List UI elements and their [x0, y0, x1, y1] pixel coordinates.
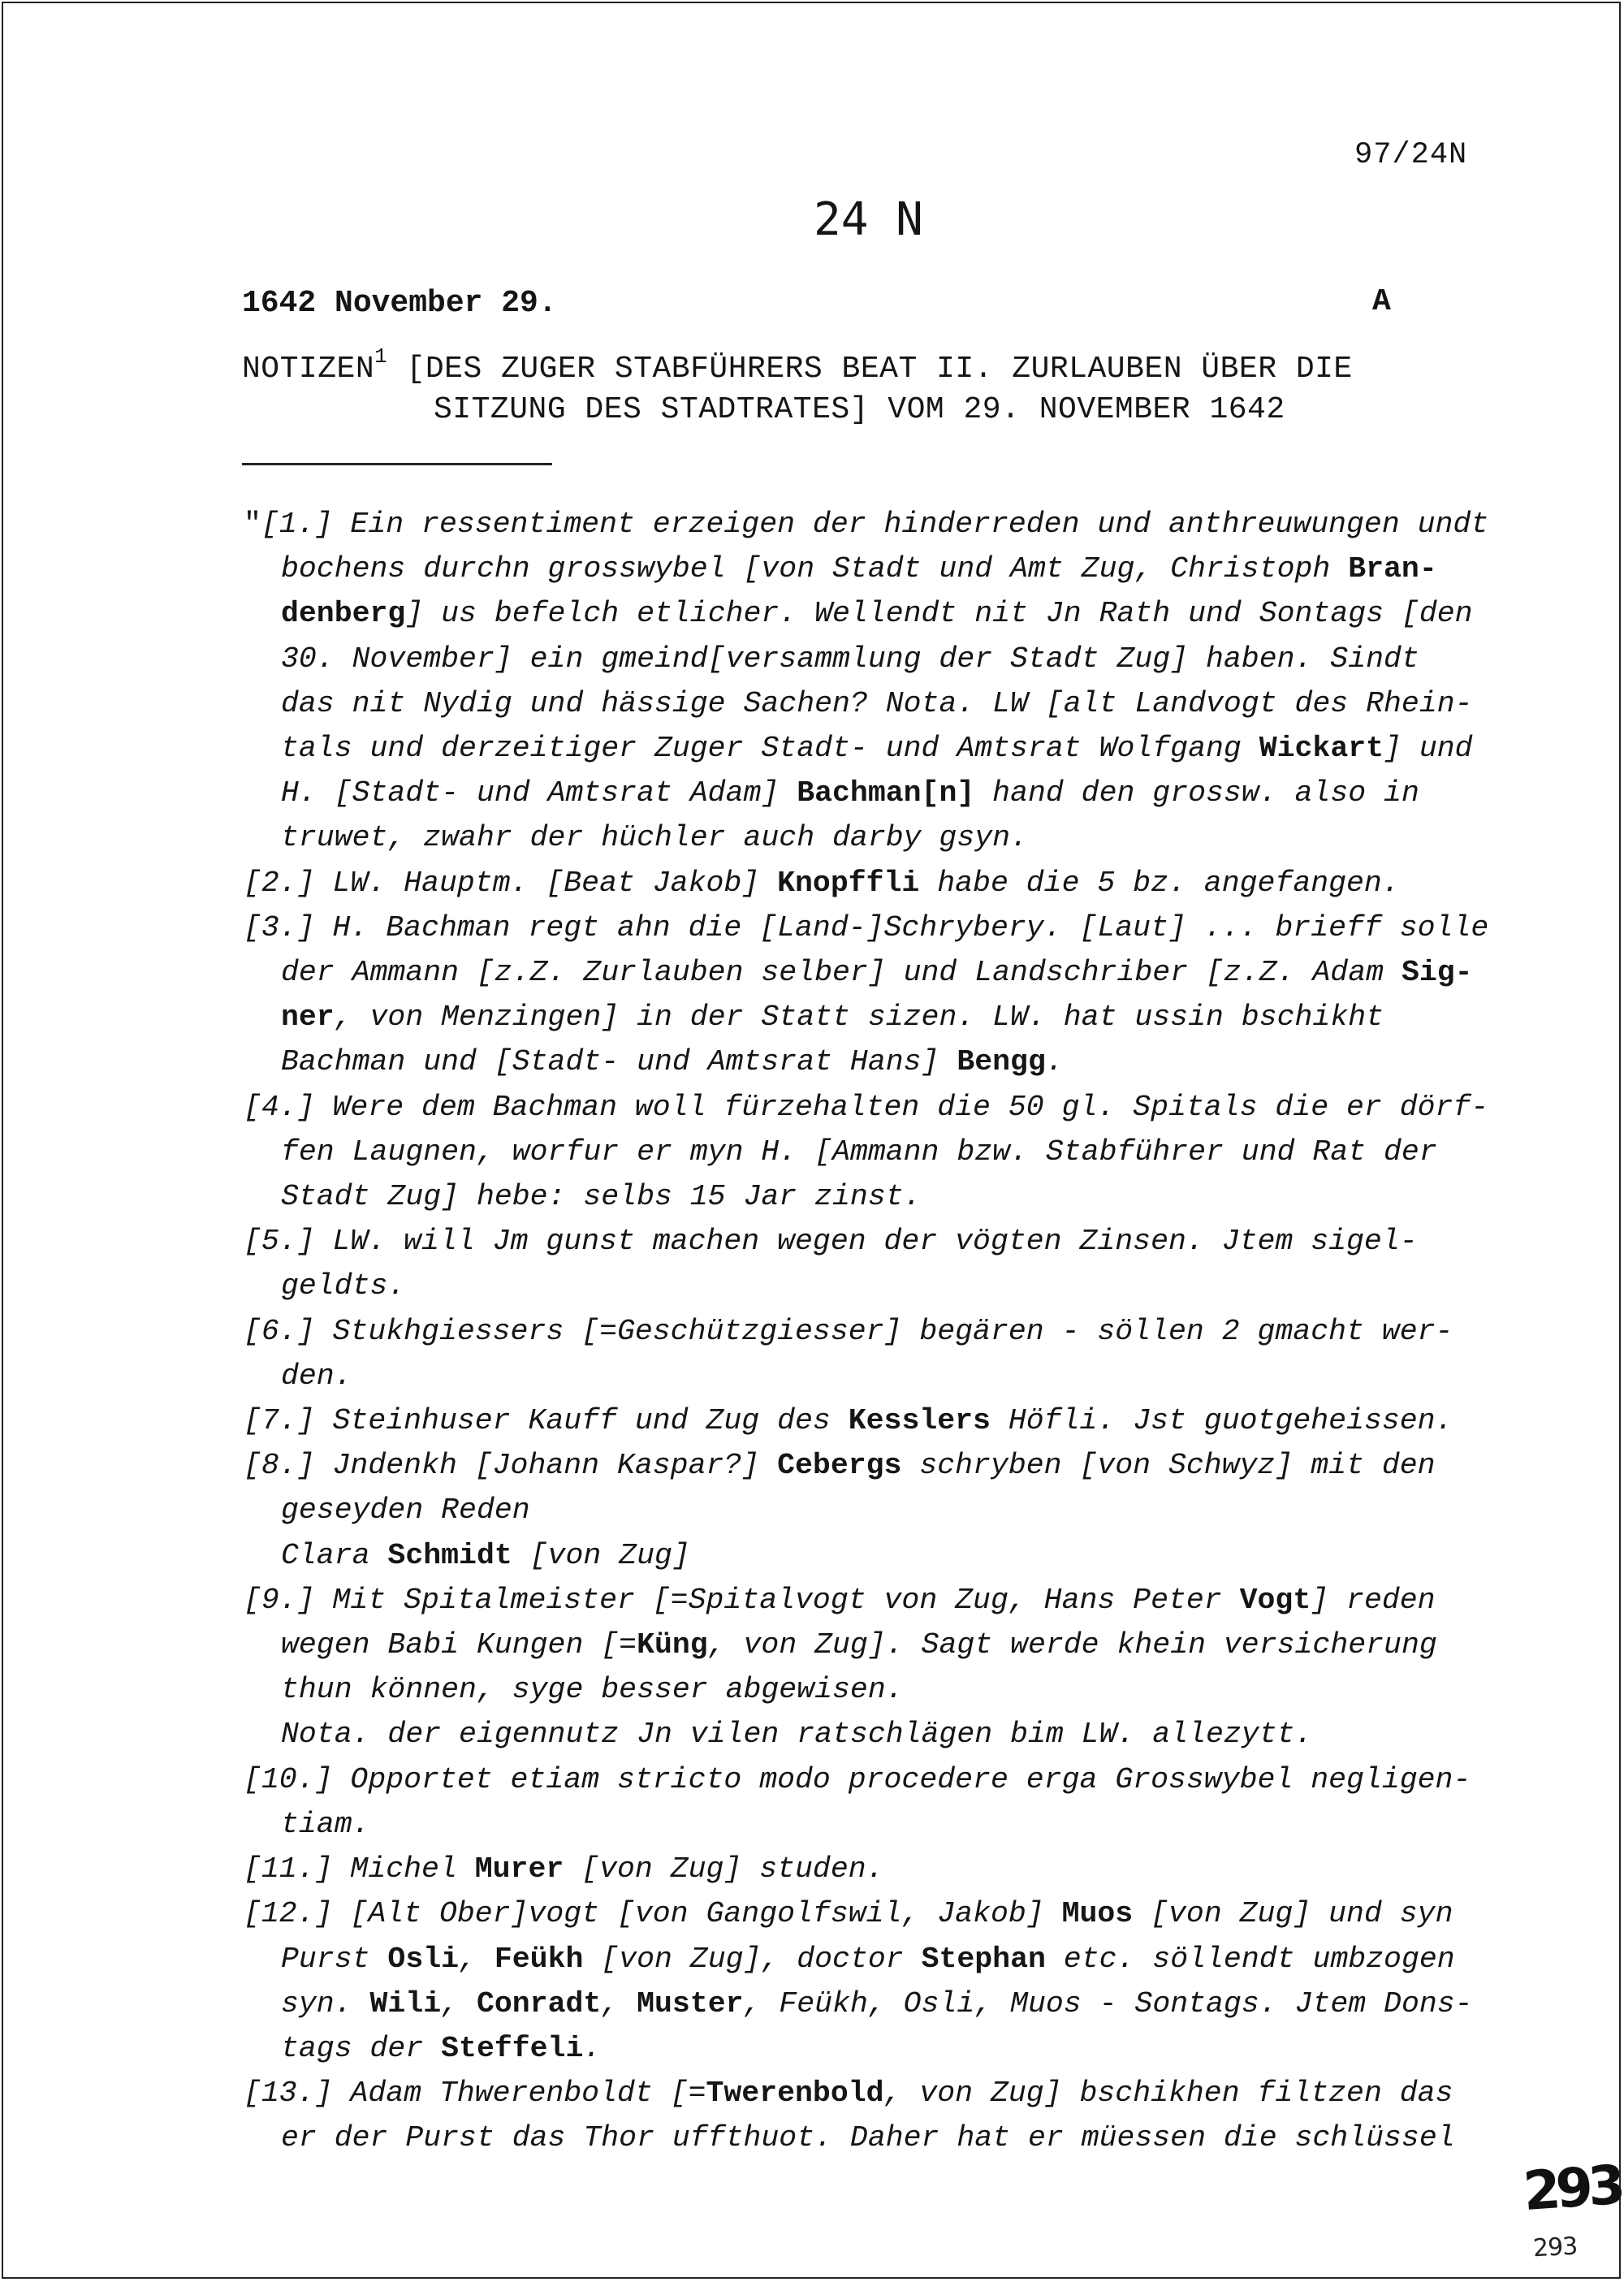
text-segment: das nit Nydig und hässige Sachen? Nota. LW [alt Landvogt des Rhein-: [281, 686, 1473, 720]
text-segment: Bachman und [Stadt- und Amtsrat Hans]: [281, 1045, 957, 1079]
text-segment: [5.] LW. will Jm gunst machen wegen der vögten Zinsen. Jtem sigel-: [244, 1225, 1418, 1259]
text-segment: Stadt Zug] hebe: selbs 15 Jar zinst.: [281, 1180, 922, 1214]
entry-line: [244, 1712, 1486, 1757]
text-segment: truwet, zwahr der hüchler auch darby gsyn.: [281, 821, 1028, 855]
text-segment: 30. November] ein gmeind[versammlung der Stadt Zug] haben. Sindt: [281, 642, 1419, 676]
entry-line: [244, 726, 1486, 771]
text-segment: [13.] Adam Thwerenboldt [=: [244, 2077, 706, 2111]
entry-line: [244, 1219, 1486, 1264]
entry-line: [244, 771, 1486, 815]
name-highlight: Wili: [369, 1986, 442, 2021]
entry-line: [244, 681, 1486, 726]
handwritten-page-number-small: 293: [1532, 2232, 1579, 2263]
entry-line: [244, 995, 1486, 1039]
text-segment: ,: [441, 1986, 477, 2021]
entry-line: [244, 1354, 1486, 1398]
handwritten-page-number: 293: [1521, 2153, 1623, 2224]
name-highlight: Bengg: [957, 1045, 1046, 1079]
entry-line: [244, 1757, 1486, 1802]
entry-12: [244, 1891, 1486, 2071]
text-segment: [4.] Were dem Bachman woll fürzehalten die 50 gl. Spitals die er dörf-: [244, 1090, 1489, 1124]
text-segment: H. [Stadt- und Amtsrat Adam]: [281, 776, 797, 810]
name-highlight: Steffeli: [441, 2031, 584, 2065]
transcription-body: [244, 502, 1489, 2161]
entry-5: [244, 1219, 1486, 1308]
text-segment: Clara: [281, 1538, 388, 1572]
entry-line: [244, 1085, 1489, 1130]
text-segment: , von Zug]. Sagt werde khein versicherung: [707, 1628, 1437, 1662]
text-segment: wegen Babi Kungen [=: [281, 1628, 637, 1662]
text-segment: [7.] Steinhuser Kauff und Zug des: [244, 1404, 849, 1438]
text-segment: tiam.: [281, 1807, 370, 1841]
entry-line: [244, 950, 1486, 995]
text-segment: fen Laugnen, worfur er myn H. [Ammann bzw. Stabführer und Rat der: [281, 1135, 1437, 1169]
text-segment: [2.] LW. Hauptm. [Beat Jakob]: [244, 866, 778, 900]
entry-line: [244, 2116, 1486, 2160]
text-segment: bochens durchn grosswybel [von Stadt und Amt Zug, Christoph: [281, 552, 1349, 586]
entry-line: [244, 1398, 1486, 1443]
entry-line: [244, 1174, 1486, 1219]
archive-number: 97/24N: [1354, 138, 1468, 172]
entry-line: [244, 1488, 1486, 1532]
entry-line: [244, 1937, 1486, 1982]
text-segment: [3.] H. Bachman regt ahn die [Land-]Schrybery. [Laut] ... brieff solle: [244, 910, 1489, 944]
text-segment: thun können, syge besser abgewisen.: [281, 1673, 904, 1707]
entry-line: [244, 1264, 1486, 1308]
entry-2: [244, 861, 1486, 905]
entry-line: [244, 547, 1486, 591]
entry-line: [244, 1891, 1486, 1936]
name-highlight: Twerenbold: [706, 2077, 884, 2111]
text-segment: tals und derzeitiger Zuger Stadt- und Amtsrat Wolfgang: [281, 732, 1259, 766]
name-highlight: Osli: [387, 1942, 460, 1976]
name-highlight: Muster: [637, 1986, 744, 2021]
text-segment: [1.] Ein ressentiment erzeigen der hinderreden und anthreuwungen undt: [261, 508, 1489, 541]
document-date: 1642 November 29.: [242, 286, 557, 321]
entry-10: [244, 1757, 1486, 1847]
document-number: 24 N: [814, 193, 923, 246]
entry-line: [244, 1533, 1486, 1578]
text-segment: Höfli. Jst guotgeheissen.: [990, 1404, 1453, 1438]
document-title: [242, 344, 1353, 430]
entry-11: [244, 1847, 1486, 1891]
entry-line: [244, 637, 1486, 681]
name-highlight: Schmidt: [387, 1538, 512, 1572]
entry-13: [244, 2071, 1486, 2160]
entry-line: [244, 2026, 1486, 2071]
text-segment: [von Zug]: [512, 1538, 690, 1572]
title-line-2: SITZUNG DES STADTRATES] VOM 29. NOVEMBER 1642: [434, 392, 1285, 427]
entry-1: [244, 502, 1489, 861]
text-segment: [von Zug] studen.: [564, 1852, 884, 1887]
entry-6: [244, 1309, 1486, 1398]
entry-line: [244, 1309, 1486, 1354]
entry-line: [244, 815, 1486, 860]
name-highlight: Feükh: [494, 1942, 584, 1976]
copy-mark: A: [1372, 284, 1391, 319]
name-highlight: Küng: [637, 1628, 708, 1662]
name-highlight: Vogt: [1239, 1583, 1311, 1617]
text-segment: [6.] Stukhgiessers [=Geschützgiesser] begären - söllen 2 gmacht wer-: [244, 1314, 1453, 1348]
text-segment: [von Zug] und syn: [1133, 1897, 1453, 1931]
text-segment: der Ammann [z.Z. Zurlauben selber] und Landschriber [z.Z. Adam: [281, 956, 1402, 990]
text-segment: ,: [459, 1942, 495, 1976]
text-segment: syn.: [281, 1986, 370, 2021]
text-segment: etc. söllendt umbzogen: [1045, 1942, 1455, 1976]
text-segment: , von Menzingen] in der Statt sizen. LW. hat ussin bschikht: [334, 1001, 1384, 1035]
entry-line: [244, 1130, 1486, 1174]
entry-line: [244, 905, 1489, 950]
text-segment: geldts.: [281, 1269, 406, 1303]
title-notizen: NOTIZEN: [242, 352, 375, 387]
text-segment: .: [1045, 1045, 1064, 1079]
name-highlight: Conradt: [476, 1986, 602, 2021]
entry-line: [244, 591, 1486, 636]
text-segment: .: [583, 2031, 602, 2065]
title-line-1-rest: [DES ZUGER STABFÜHRERS BEAT II. ZURLAUBEN ÜBER DIE: [387, 352, 1353, 387]
name-highlight: denberg: [281, 597, 406, 631]
text-segment: [12.] [Alt Ober]vogt [von Gangolfswil, Jakob]: [244, 1897, 1062, 1931]
name-highlight: Knopffli: [777, 866, 920, 900]
name-highlight: Wickart: [1259, 732, 1384, 766]
text-segment: tags der: [281, 2031, 442, 2065]
entry-line: [244, 1802, 1486, 1847]
entry-line: [244, 861, 1486, 905]
entry-8: [244, 1443, 1486, 1578]
title-footnote-marker: 1: [374, 344, 388, 369]
text-segment: ] us befelch etlicher. Wellendt nit Jn Rath und Sontags [den: [405, 597, 1473, 631]
text-segment: [9.] Mit Spitalmeister [=Spitalvogt von Zug, Hans Peter: [244, 1583, 1240, 1617]
name-highlight: Murer: [474, 1852, 564, 1887]
text-segment: [11.] Michel: [244, 1852, 475, 1887]
text-segment: hand den grossw. also in: [974, 776, 1419, 810]
text-segment: , von Zug] bschikhen filtzen das: [883, 2077, 1453, 2111]
text-segment: geseyden Reden: [281, 1493, 530, 1528]
entry-line: [244, 1847, 1486, 1891]
text-segment: [von Zug], doctor: [583, 1942, 922, 1976]
entry-line: [244, 1982, 1486, 2026]
text-segment: , Feükh, Osli, Muos - Sontags. Jtem Dons-: [743, 1986, 1473, 2021]
entry-line: [244, 502, 1489, 547]
text-segment: ,: [601, 1986, 637, 2021]
entry-line: [244, 1578, 1486, 1623]
text-segment: ] reden: [1311, 1583, 1436, 1617]
entry-7: [244, 1398, 1486, 1443]
name-highlight: Bachman[n]: [797, 776, 975, 810]
entry-line: [244, 1039, 1486, 1084]
name-highlight: Cebergs: [777, 1449, 902, 1483]
name-highlight: Stephan: [921, 1942, 1046, 1976]
text-segment: den.: [281, 1359, 352, 1393]
text-segment: Nota. der eigennutz Jn vilen ratschlägen bim LW. allezytt.: [281, 1718, 1313, 1752]
text-segment: schryben [von Schwyz] mit den: [901, 1449, 1436, 1483]
name-highlight: Bran-: [1348, 552, 1437, 586]
title-line-1: [242, 344, 1353, 390]
entry-9: [244, 1578, 1486, 1757]
entry-line: [244, 2071, 1486, 2116]
text-segment: [8.] Jndenkh [Johann Kaspar?]: [244, 1449, 778, 1483]
entry-3: [244, 905, 1489, 1085]
name-highlight: Muos: [1061, 1897, 1134, 1931]
text-segment: habe die 5 bz. angefangen.: [919, 866, 1400, 900]
entry-line: [244, 1623, 1486, 1667]
entry-4: [244, 1085, 1489, 1220]
title-divider: [242, 463, 552, 465]
text-segment: ": [244, 508, 261, 541]
text-segment: er der Purst das Thor uffthuot. Daher hat er müessen die schlüssel: [281, 2121, 1455, 2155]
text-segment: ] und: [1384, 732, 1473, 766]
name-highlight: Sig-: [1401, 956, 1473, 990]
entry-line: [244, 1667, 1486, 1712]
text-segment: Purst: [281, 1942, 388, 1976]
text-segment: [10.] Opportet etiam stricto modo procedere erga Grosswybel negligen-: [244, 1762, 1471, 1796]
name-highlight: ner: [281, 1001, 335, 1035]
entry-line: [244, 1443, 1486, 1488]
name-highlight: Kesslers: [848, 1404, 991, 1438]
